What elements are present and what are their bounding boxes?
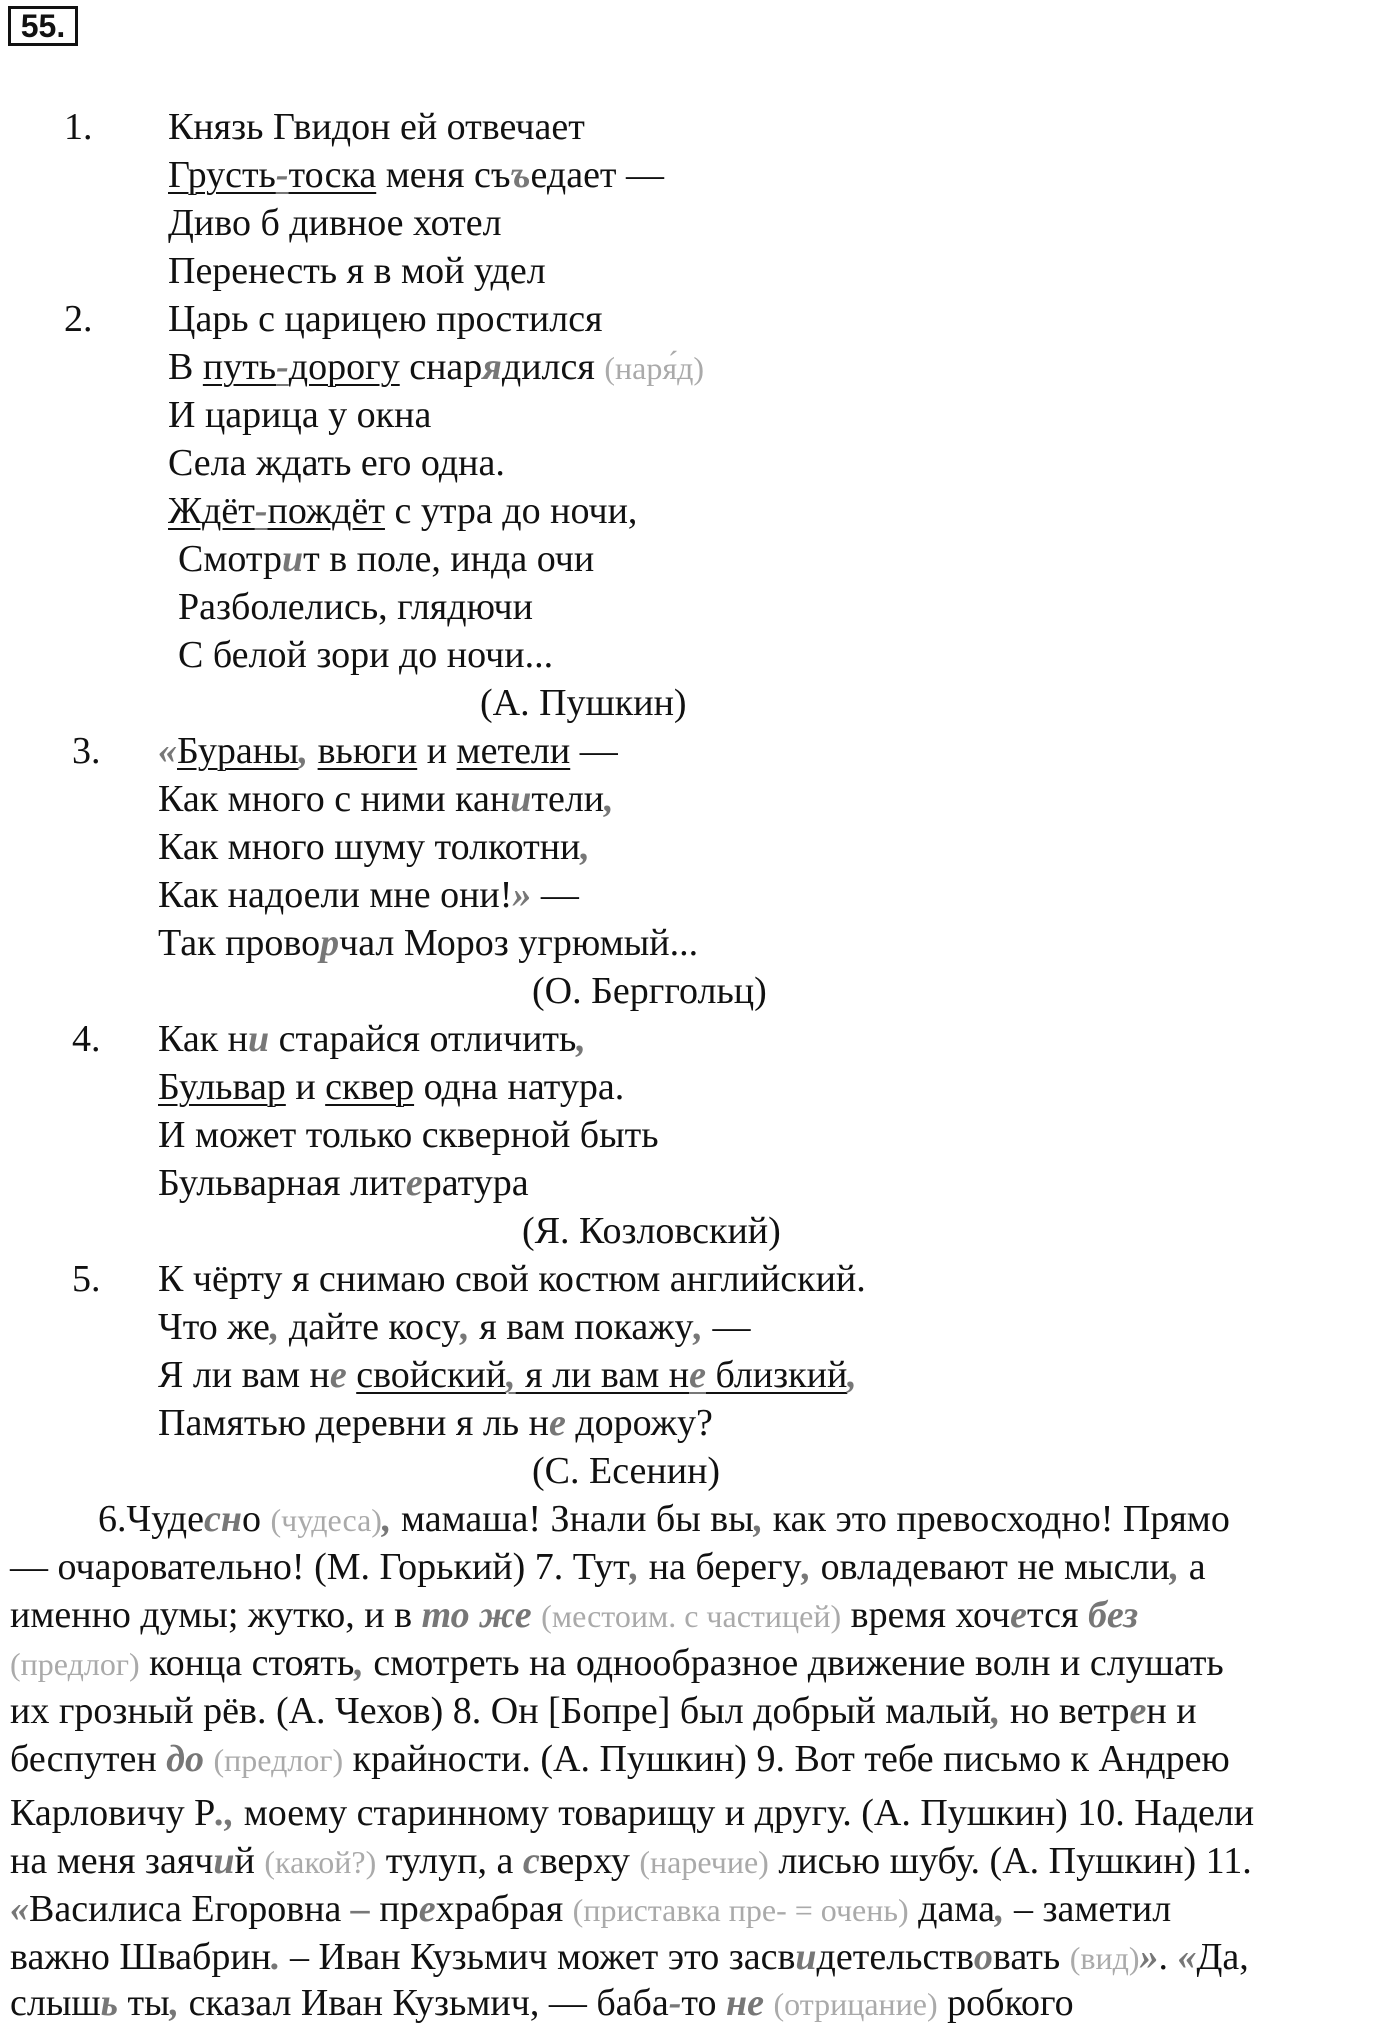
prose-line	[10, 1735, 1230, 1784]
grammar-note: (наречие)	[639, 1844, 769, 1880]
comma-mark: ,	[298, 730, 309, 772]
quote-mark: «	[1177, 1936, 1197, 1978]
text: тулуп, а	[376, 1840, 523, 1882]
poem-line	[158, 1015, 586, 1063]
hyphen-mark: -	[254, 490, 268, 532]
text: крайности. (А. Пушкин) 9. Вот тебе письмо к Андрею	[343, 1738, 1230, 1780]
highlighted-letter: е	[1129, 1690, 1147, 1732]
text: Как надоели мне они!	[158, 874, 513, 916]
highlighted-letter: сн	[204, 1498, 242, 1540]
poem-line	[158, 1303, 750, 1351]
highlighted-letter: е	[1010, 1594, 1028, 1636]
text: мамаша! Знали бы вы	[391, 1498, 754, 1540]
underlined-word: Ждёт	[168, 490, 255, 532]
poem-line	[178, 535, 594, 583]
underlined-word: близкий	[705, 1354, 848, 1396]
text: Как много шуму толкотни	[158, 826, 581, 868]
comma-mark: ,	[580, 826, 590, 868]
author-credit: (А. Пушкин)	[480, 682, 687, 724]
poem-line: Диво б дивное хотел	[168, 202, 502, 244]
prose-line	[10, 1837, 1252, 1886]
text: – Иван Кузьмич может это засв	[280, 1936, 796, 1978]
underlined-word: свойский	[356, 1354, 507, 1396]
text: время хоч	[841, 1594, 1011, 1636]
comma-mark: ,	[847, 1354, 857, 1396]
dash-mark: –	[350, 1888, 370, 1930]
poem-line	[158, 1351, 857, 1399]
poem-line: И царица у окна	[168, 394, 432, 436]
text: дорожу?	[565, 1402, 713, 1444]
text: —	[570, 730, 618, 772]
text: н и	[1146, 1690, 1197, 1732]
highlighted-word: то же	[421, 1594, 532, 1636]
highlighted-letter: е	[418, 1888, 436, 1930]
text: детельств	[816, 1936, 974, 1978]
comma-mark: ,	[169, 1982, 180, 2024]
text: и	[285, 1066, 326, 1108]
text: т в поле, инда очи	[303, 538, 595, 580]
text: как это превосходно! Прямо	[763, 1498, 1230, 1540]
highlighted-letter: е	[689, 1354, 706, 1396]
exercise-number: 55.	[8, 6, 78, 46]
text: .	[1158, 1936, 1178, 1978]
underlined-word: дорогу	[288, 346, 400, 388]
text: овладевают не мысли	[811, 1546, 1170, 1588]
text: я вам покажу	[469, 1306, 694, 1348]
text: Как н	[158, 1018, 249, 1060]
text: Бульварная лит	[158, 1162, 406, 1204]
text: й	[234, 1840, 265, 1882]
text: дайте косу	[279, 1306, 461, 1348]
text: Как много с ними кан	[158, 778, 511, 820]
text: Карловичу Р	[10, 1792, 216, 1834]
text: Я ли вам н	[158, 1354, 330, 1396]
comma-mark: ,	[381, 1498, 392, 1540]
text: чал Мороз угрюмый...	[339, 922, 699, 964]
underlined-word: сквер	[325, 1066, 415, 1108]
prose-line	[10, 1543, 1206, 1591]
prose-line	[10, 1933, 1249, 1982]
text: тся	[1027, 1594, 1088, 1636]
highlighted-letter: с	[522, 1840, 540, 1882]
stanza-number-5: 5.	[72, 1258, 101, 1300]
underlined-word: я ли вам н	[515, 1354, 690, 1396]
grammar-note: (вид)	[1069, 1940, 1140, 1976]
text: едает —	[530, 154, 665, 196]
highlighted-letter: е	[405, 1162, 423, 1204]
poem-line: Князь Гвидон ей отвечает	[168, 106, 585, 148]
text: пр	[369, 1888, 419, 1930]
grammar-note: (предлог)	[213, 1742, 344, 1778]
poem-line	[168, 151, 664, 199]
text: — очаровательно! (М. Горький) 7. Тут	[10, 1546, 630, 1588]
text	[308, 730, 318, 772]
highlighted-letter: е	[548, 1402, 566, 1444]
text: сказал Иван Кузьмич, — баба	[179, 1982, 669, 2024]
hyphen-mark: -	[668, 1982, 682, 2024]
grammar-note: (местоим. с частицей)	[541, 1598, 842, 1634]
comma-mark: ,	[460, 1306, 470, 1348]
comma-mark: ,	[1169, 1546, 1180, 1588]
comma-mark: ,	[354, 1642, 364, 1684]
text	[204, 1738, 214, 1780]
comma-mark: ,	[991, 1690, 1001, 1732]
stanza-number-1: 1.	[64, 106, 93, 148]
prose-line	[98, 1495, 1230, 1544]
comma-mark: ,	[576, 1018, 586, 1060]
text: Так прово	[158, 922, 321, 964]
poem-line: Разболелись, глядючи	[178, 586, 533, 628]
author-credit: (Я. Козловский)	[522, 1210, 781, 1252]
text: верху	[539, 1840, 640, 1882]
highlighted-letter: ъ	[510, 154, 531, 196]
prose-line	[10, 1591, 1138, 1640]
underlined-word: путь	[202, 346, 277, 388]
text: и	[417, 730, 457, 772]
poem-line: Села ждать его одна.	[168, 442, 505, 484]
comma-mark: ,	[994, 1888, 1005, 1930]
poem-line: К чёрту я снимаю свой костюм английский.	[158, 1258, 866, 1300]
comma-mark: ,	[604, 778, 614, 820]
poem-line	[168, 343, 704, 392]
text: снар	[399, 346, 483, 388]
grammar-note: (какой?)	[264, 1844, 377, 1880]
text: Памятью деревни я ль н	[158, 1402, 549, 1444]
text: В	[168, 346, 203, 388]
text: —	[531, 874, 579, 916]
highlighted-letter: р	[320, 922, 340, 964]
underlined-word: Бураны	[177, 730, 299, 772]
text: Смотр	[178, 538, 282, 580]
comma-mark: ,	[693, 1306, 703, 1348]
highlighted-word: не	[726, 1982, 764, 2024]
highlighted-word: без	[1087, 1594, 1139, 1636]
text: тели	[531, 778, 605, 820]
text: 6.Чуде	[98, 1498, 205, 1540]
poem-line	[158, 823, 590, 871]
highlighted-word: до	[166, 1738, 205, 1780]
prose-line	[10, 1687, 1197, 1735]
text: важно Швабрин	[10, 1936, 272, 1978]
comma-mark: ,	[629, 1546, 640, 1588]
poem-line	[158, 727, 618, 775]
text: ратура	[422, 1162, 529, 1204]
text: Да,	[1196, 1936, 1249, 1978]
underlined-word: Грусть	[168, 154, 276, 196]
text: моему старинному товарищу и другу. (А. Пушкин) 10. Надели	[234, 1792, 1255, 1834]
text: именно думы; жутко, и в	[10, 1594, 422, 1636]
poem-line	[158, 1159, 529, 1207]
poem-line	[158, 1399, 713, 1447]
text: о	[241, 1498, 271, 1540]
poem-line: И может только скверной быть	[158, 1114, 659, 1156]
highlighted-letter: и	[510, 778, 532, 820]
grammar-note: (чудеса)	[270, 1502, 382, 1538]
poem-line	[158, 1063, 624, 1111]
highlighted-letter: и	[795, 1936, 817, 1978]
highlighted-letter: и	[213, 1840, 235, 1882]
prose-line	[10, 1885, 1171, 1934]
comma-mark: ,	[506, 1354, 516, 1396]
poem-line: Царь с царицею простился	[168, 298, 603, 340]
text: вать	[992, 1936, 1070, 1978]
text: то	[681, 1982, 727, 2024]
text: Василиса Егоровна	[29, 1888, 351, 1930]
highlighted-letter: ь	[100, 1982, 118, 2024]
quote-mark: »	[1139, 1936, 1159, 1978]
text: конца стоять	[139, 1642, 355, 1684]
poem-line	[158, 871, 579, 919]
quote-mark: «	[158, 730, 177, 772]
underlined-word: вьюги	[317, 730, 418, 772]
text: Что же	[158, 1306, 270, 1348]
text: храбрая	[435, 1888, 573, 1930]
prose-line	[10, 1979, 1074, 2028]
text: с утра до ночи,	[384, 490, 638, 532]
highlighted-letter: о	[973, 1936, 993, 1978]
author-credit: (О. Берггольц)	[532, 970, 767, 1012]
highlighted-letter: я	[482, 346, 502, 388]
text: старайся отличить	[269, 1018, 577, 1060]
underlined-word: тоска	[288, 154, 377, 196]
text: а	[1179, 1546, 1206, 1588]
quote-mark: »	[512, 874, 532, 916]
quote-mark: «	[10, 1888, 29, 1930]
text	[532, 1594, 542, 1636]
stanza-number-2: 2.	[64, 298, 93, 340]
poem-line: Перенесть я в мой удел	[168, 250, 546, 292]
poem-line	[158, 775, 614, 823]
text: смотреть на однообразное движение волн и слушать	[363, 1642, 1224, 1684]
text: – заметил	[1004, 1888, 1172, 1930]
poem-line: С белой зори до ночи...	[178, 634, 554, 676]
text: на берегу	[639, 1546, 802, 1588]
text: робкого	[937, 1982, 1074, 2024]
grammar-note: (отрицание)	[773, 1986, 938, 2022]
text: на меня заяч	[10, 1840, 214, 1882]
grammar-note: (предлог)	[10, 1646, 140, 1682]
comma-mark: ,	[269, 1306, 280, 1348]
text: дама	[908, 1888, 995, 1930]
comma-mark: ,	[753, 1498, 764, 1540]
poem-line	[168, 487, 637, 535]
grammar-note: (приставка пре- = очень)	[572, 1892, 909, 1928]
poem-line	[158, 919, 698, 967]
text: одна натура.	[414, 1066, 625, 1108]
highlighted-letter: и	[248, 1018, 270, 1060]
stanza-number-3: 3.	[72, 730, 101, 772]
text: дился	[501, 346, 605, 388]
text: но ветр	[1000, 1690, 1130, 1732]
author-credit: (С. Есенин)	[532, 1450, 721, 1492]
underlined-word: метели	[456, 730, 571, 772]
hyphen-mark: -	[276, 346, 289, 388]
prose-line	[10, 1789, 1254, 1837]
text: —	[702, 1306, 751, 1348]
text: их грозный рёв. (А. Чехов) 8. Он [Бопре] был добрый малый	[10, 1690, 992, 1732]
text: беспутен	[10, 1738, 167, 1780]
text: слыш	[10, 1982, 101, 2024]
comma-mark: .,	[215, 1792, 235, 1834]
underlined-word: пождёт	[267, 490, 385, 532]
prose-line	[10, 1639, 1224, 1688]
underlined-word: Бульвар	[158, 1066, 286, 1108]
highlighted-letter: е	[329, 1354, 347, 1396]
grammar-note: (наря́д)	[604, 350, 704, 386]
text: ты	[118, 1982, 170, 2024]
text	[347, 1354, 357, 1396]
comma-mark: ,	[801, 1546, 812, 1588]
period-mark: .	[271, 1936, 281, 1978]
text: лисью шубу. (А. Пушкин) 11.	[768, 1840, 1252, 1882]
text: меня съ	[376, 154, 511, 196]
highlighted-letter: и	[281, 538, 304, 580]
stanza-number-4: 4.	[72, 1018, 101, 1060]
hyphen-mark: -	[275, 154, 289, 196]
